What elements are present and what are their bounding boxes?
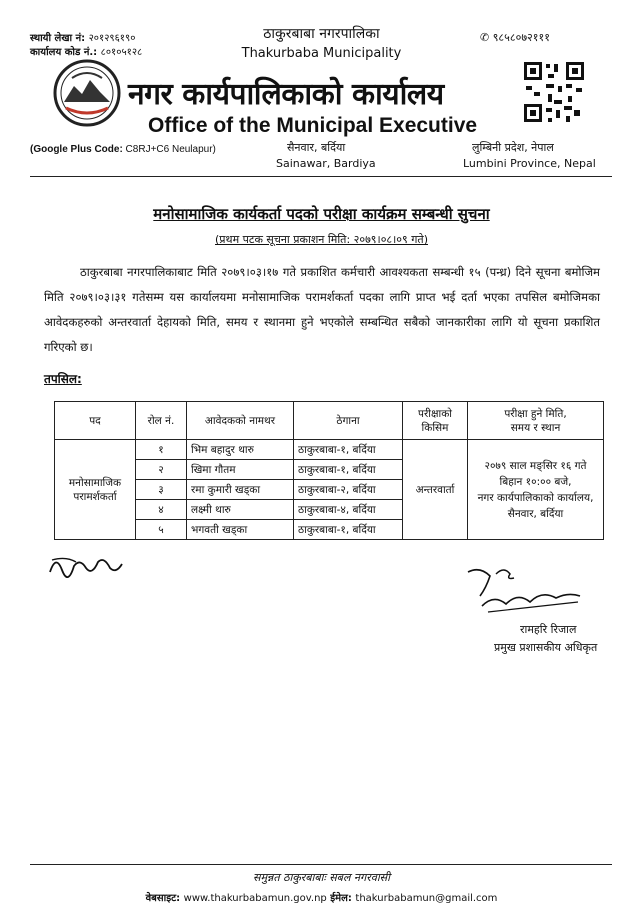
header-exam-info-2: समय र स्थान [510, 421, 561, 434]
header-roll: रोल नं. [136, 402, 187, 440]
name-cell: रमा कुमारी खड्का [187, 480, 294, 500]
roll-cell: १ [136, 440, 187, 460]
roll-cell: २ [136, 460, 187, 480]
handwritten-signature-left [46, 548, 126, 584]
signatory-name: रामहरि रिजाल [520, 623, 577, 636]
org-name-ne: ठाकुरबाबा नगरपालिका [263, 26, 380, 42]
roll-cell: ३ [136, 480, 187, 500]
header-exam-type [403, 402, 468, 440]
header-exam-info-1: परीक्षा हुने मिति, [504, 407, 567, 420]
footer-divider [30, 864, 612, 865]
annex-label: तपसिल: [44, 372, 82, 386]
address-en: Sainawar, Bardiya [276, 157, 376, 170]
email-link[interactable]: thakurbabamun@gmail.com [355, 893, 498, 904]
office-title-en: Office of the Municipal Executive [148, 114, 478, 137]
exam-location: सैनवार, बर्दिया [507, 507, 564, 520]
address-cell: ठाकुरबाबा-१, बर्दिया [294, 440, 403, 460]
name-cell: लक्ष्मी थारु [187, 500, 294, 520]
notice-subtitle: (प्रथम पटक सूचना प्रकाशन मिति: २०७९।०८।०९ गते) [215, 233, 428, 246]
notice-title: मनोसामाजिक कार्यकर्ता पदको परीक्षा कार्यक्रम सम्बन्धी सुचना [153, 205, 490, 223]
exam-venue: नगर कार्यपालिकाको कार्यालय, [477, 491, 594, 504]
address-cell: ठाकुरबाबा-१, बर्दिया [294, 460, 403, 480]
name-cell: भिम बहादुर थारु [187, 440, 294, 460]
exam-type-cell: अन्तरवार्ता [403, 440, 468, 540]
footer-slogan: समुन्नत ठाकुरबाबाः सबल नगरवासी [253, 871, 390, 884]
footer-contact [0, 890, 643, 904]
province-en: Lumbini Province, Nepal [463, 157, 596, 170]
name-cell: खिमा गौतम [187, 460, 294, 480]
office-code-value: ८०१०५१२८ [100, 47, 143, 58]
post-line-1: मनोसामाजिक [68, 476, 122, 489]
post-cell [55, 440, 136, 540]
google-plus-code [30, 144, 216, 155]
google-plus-code-value: C8RJ+C6 Neulapur) [122, 144, 216, 155]
notice-body: ठाकुरबाबा नगरपालिकाबाट मिति २०७९।०३।१७ गते प्रकाशित कर्मचारी आवश्यकता सम्बन्धी १५ (पन्ध्र) दिने सूचना बमोजिम मिति २०७९।०३।३१ गतेसम्म यस कार्यालयमा मनोसामाजिक परामर्शकर्ता पदका लागि प्राप्त भई दर्ता भएका तपसिल बमोजिमका आवेदकहरुको अन्तरवार्ता देहायको मिति, समय र स्थानमा हुने भएकोले सम्बन्धित सबैको जानकारीका लागि यो सूचना प्रकाशित गरिएको छ। [44, 265, 600, 354]
website-link[interactable]: www.thakurbabamun.gov.np [183, 893, 327, 904]
header-exam-info [468, 402, 604, 440]
header-address: ठेगाना [294, 402, 403, 440]
exam-date: २०७९ साल मङ्सिर १६ गते [484, 459, 587, 472]
table-header-row [55, 402, 604, 440]
pan-value: २०१२९६१९० [88, 33, 136, 44]
handwritten-signature-right [460, 562, 595, 622]
qr-code-icon [522, 60, 586, 124]
org-name-en: Thakurbaba Municipality [241, 46, 402, 61]
google-plus-code-label: (Google Plus Code: [30, 144, 123, 155]
name-cell: भगवती खड्का [187, 520, 294, 540]
header-exam-type-1: परीक्षाको [417, 407, 452, 420]
signatory-role: प्रमुख प्रशासकीय अधिकृत [494, 641, 598, 654]
province-ne: लुम्बिनी प्रदेश, नेपाल [472, 141, 554, 154]
header-post: पद [55, 402, 136, 440]
pan-label: स्थायी लेखा नं: [30, 33, 89, 44]
office-title-ne: नगर कार्यपालिकाको कार्यालय [128, 77, 444, 112]
table-row [55, 440, 604, 460]
post-line-2: परामर्शकर्ता [73, 490, 117, 503]
nepal-emblem-logo [52, 58, 122, 128]
header-divider [30, 176, 612, 177]
roll-cell: ४ [136, 500, 187, 520]
website-label: वेबसाइट: [145, 893, 184, 904]
address-cell: ठाकुरबाबा-२, बर्दिया [294, 480, 403, 500]
exam-info-cell [468, 440, 604, 540]
exam-time: बिहान १०:०० बजे, [499, 475, 572, 488]
office-code-label: कार्यालय कोड नं.: [30, 47, 101, 58]
address-cell: ठाकुरबाबा-१, बर्दिया [294, 520, 403, 540]
schedule-table [54, 401, 604, 540]
address-cell: ठाकुरबाबा-४, बर्दिया [294, 500, 403, 520]
roll-cell: ५ [136, 520, 187, 540]
address-ne: सैनवार, बर्दिया [287, 141, 346, 154]
phone-number: ✆ ९८५८०७२१११ [480, 31, 550, 44]
header-exam-type-2: किसिम [421, 421, 449, 434]
email-label: ईमेल: [326, 893, 356, 904]
header-name: आवेदकको नामथर [187, 402, 294, 440]
